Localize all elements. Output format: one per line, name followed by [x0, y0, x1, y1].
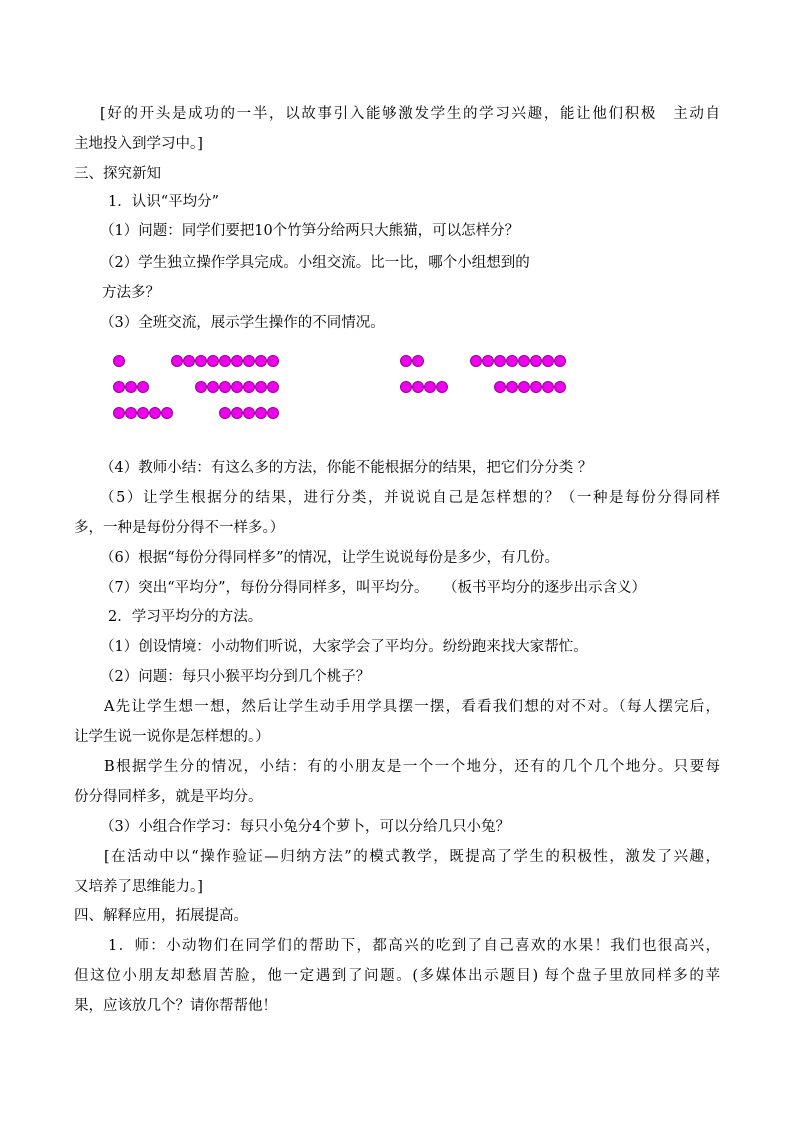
bamboo-dot	[436, 381, 448, 393]
bamboo-dot	[243, 407, 255, 419]
bamboo-dot	[494, 355, 506, 367]
bamboo-dot	[243, 381, 255, 393]
bamboo-dot	[113, 355, 125, 367]
bamboo-dot	[494, 381, 506, 393]
text-line: （1）问题：同学们要把10个竹笋分给两只大熊猫，可以怎样分？	[100, 223, 520, 239]
text-line: （3）全班交流，展示学生操作的不同情况。	[100, 315, 385, 331]
bamboo-dot	[113, 381, 125, 393]
bamboo-dot	[219, 407, 231, 419]
bamboo-dot	[506, 381, 518, 393]
text-line: 果，应该放几个？请你帮帮他！	[74, 998, 277, 1014]
bamboo-dot	[470, 355, 482, 367]
text-line: 多，一种是每份分得不一样多。）	[74, 520, 285, 536]
bamboo-distribution-figure	[100, 355, 600, 435]
text-line: [好的开头是成功的一半，以故事引入能够激发学生的学习兴趣，能让他们积极 主动自	[100, 106, 720, 122]
bamboo-dot	[530, 355, 542, 367]
text-line: B根据学生分的情况，小结：有的小朋友是一个一个地分，还有的几个几个地分。只要每	[104, 759, 720, 775]
bamboo-dot	[231, 355, 243, 367]
bamboo-dot	[231, 407, 243, 419]
text-line: （4）教师小结：有这么多的方法，你能不能根据分的结果，把它们分分类 ？	[100, 460, 593, 476]
bamboo-dot	[195, 381, 207, 393]
bamboo-dot	[183, 355, 195, 367]
bamboo-dot	[255, 355, 267, 367]
bamboo-dot	[542, 355, 554, 367]
bamboo-dot	[149, 407, 161, 419]
bamboo-dot	[267, 407, 279, 419]
text-line: （1）创设情境：小动物们听说，大家学会了平均分。纷纷跑来找大家帮忙。	[100, 639, 588, 655]
subsection-heading: 1．认识“平均分”	[108, 194, 220, 210]
bamboo-dot	[219, 381, 231, 393]
bamboo-dot	[207, 381, 219, 393]
bamboo-dot	[518, 381, 530, 393]
bamboo-dot	[195, 355, 207, 367]
bamboo-dot	[506, 355, 518, 367]
bamboo-dot	[125, 407, 137, 419]
text-line: [在活动中以“操作验证—归纳方法”的模式教学，既提高了学生的积极性，激发了兴趣，	[104, 849, 720, 865]
bamboo-dot	[400, 381, 412, 393]
bamboo-dot	[255, 381, 267, 393]
text-line: （6）根据“每份分得同样多”的情况，让学生说说每份是多少，有几份。	[100, 550, 560, 566]
text-line: （5）让学生根据分的结果，进行分类，并说说自己是怎样想的？（一种是每份分得同样	[100, 490, 720, 506]
bamboo-dot	[243, 355, 255, 367]
section-heading: 四、解释应用，拓展提高。	[74, 908, 248, 924]
bamboo-dot	[137, 407, 149, 419]
text-line: 让学生说一说你是怎样想的。）	[74, 729, 270, 745]
bamboo-dot	[542, 381, 554, 393]
text-line: 方法多？	[102, 285, 160, 301]
subsection-heading: 2．学习平均分的方法。	[108, 609, 263, 625]
text-line: （3）小组合作学习：每只小兔分4个萝卜，可以分给几只小兔？	[100, 819, 510, 835]
text-line: （2）学生独立操作学具完成。小组交流。比一比，哪个小组想到的	[100, 255, 530, 271]
bamboo-dot	[518, 355, 530, 367]
bamboo-dot	[207, 355, 219, 367]
bamboo-dot	[424, 381, 436, 393]
bamboo-dot	[231, 381, 243, 393]
text-line: A先让学生想一想，然后让学生动手用学具摆一摆，看看我们想的对不对。（每人摆完后，	[104, 699, 720, 715]
bamboo-dot	[161, 407, 173, 419]
bamboo-dot	[137, 381, 149, 393]
bamboo-dot	[482, 355, 494, 367]
text-line: （7）突出“平均分”，每份分得同样多，叫平均分。 （板书平均分的逐步出示含义）	[100, 580, 647, 596]
text-line: 1．师：小动物们在同学们的帮助下，都高兴的吃到了自己喜欢的水果！我们也很高兴，	[108, 938, 720, 954]
text-line: 主地投入到学习中。]	[74, 136, 203, 152]
bamboo-dot	[219, 355, 231, 367]
bamboo-dot	[554, 355, 566, 367]
bamboo-dot	[412, 355, 424, 367]
text-line: 份分得同样多，就是平均分。	[74, 789, 263, 805]
bamboo-dot	[255, 407, 267, 419]
bamboo-dot	[400, 355, 412, 367]
bamboo-dot	[267, 381, 279, 393]
bamboo-dot	[267, 355, 279, 367]
text-line: 但这位小朋友却愁眉苦脸，他一定遇到了问题。(多媒体出示题目) 每个盘子里放同样多的苹	[74, 968, 720, 984]
text-line: 又培养了思维能力。]	[74, 879, 203, 895]
section-heading: 三、探究新知	[74, 166, 161, 182]
bamboo-dot	[530, 381, 542, 393]
bamboo-dot	[113, 407, 125, 419]
text-line: （2）问题：每只小猴平均分到几个桃子？	[100, 669, 371, 685]
bamboo-dot	[554, 381, 566, 393]
bamboo-dot	[171, 355, 183, 367]
bamboo-dot	[412, 381, 424, 393]
bamboo-dot	[125, 381, 137, 393]
